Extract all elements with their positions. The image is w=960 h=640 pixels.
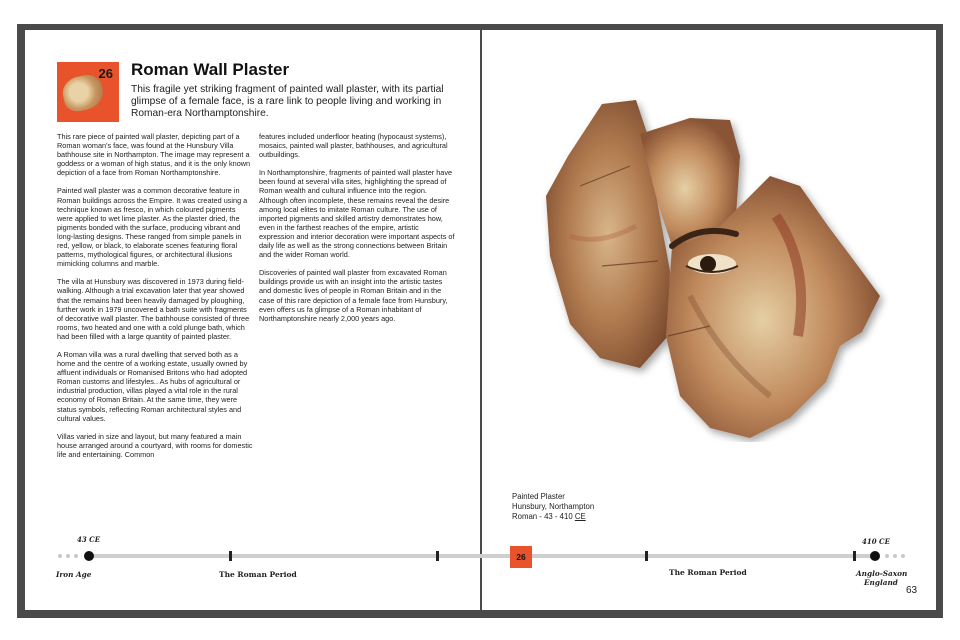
paragraph: The villa at Hunsbury was discovered in 1973 during field-walking. Although a trial excavation later that year showed that the remains had been heavily damaged by ploughing, further work in 1979 uncovered a bath suite with fragments of decorative wall plaster. The bathhouse consisted of three rooms, two heated and one with a cold plunge bath, which had been filled with a large quantity of painted plaster. — [57, 277, 250, 341]
timeline-tick — [436, 551, 439, 561]
timeline-era-right: Anglo-Saxon — [856, 569, 908, 578]
caption-line — [512, 512, 594, 522]
timeline-lead-dot — [58, 554, 62, 558]
body-column-1 — [57, 132, 253, 468]
timeline-lead-dot — [66, 554, 70, 558]
caption-line: Hunsbury, Northampton — [512, 502, 595, 511]
timeline-tick — [645, 551, 648, 561]
timeline-bar — [88, 554, 876, 558]
timeline-period-left: The Roman Period — [219, 570, 297, 579]
body-column-2 — [259, 132, 455, 332]
paragraph: Discoveries of painted wall plaster from excavated Roman buildings provide us with an insight into the artistic tastes and domestic lives of people in Roman Britain and in the case of this rare depiction of a female face from Hunsbury, even offers us fa glimpse of a Roman inhabitant of Northamptonshire nearly 2,000 years ago. — [259, 268, 448, 323]
wall-plaster-photo — [540, 96, 890, 442]
paragraph: This rare piece of painted wall plaster, depicting part of a Roman woman's face, was found at the Hunsbury Villa bathhouse site in Northampton. The image may represent a goddess or a woman of high status, and it is the only known depiction of a face from Roman Northamptonshire. — [57, 132, 251, 178]
timeline-end-dot — [870, 551, 880, 561]
timeline-tail-dot — [901, 554, 905, 558]
paragraph: Villas varied in size and layout, but many featured a main house arranged around a courtyard, with rooms for domestic life and entertaining. Common — [57, 431, 253, 459]
timeline-tail-dot — [885, 554, 889, 558]
caption-line: Painted Plaster — [512, 492, 565, 501]
object-number: 26 — [98, 66, 113, 81]
page-title: Roman Wall Plaster — [131, 60, 290, 79]
timeline-tick — [853, 551, 856, 561]
paragraph: In Northamptonshire, fragments of painted wall plaster have been found at several villa sites, highlighting the spread of Roman wealth and cultural influence into the region. Although often incomplete, these remains reveal the desire among local elites to imitate Roman culture. The use of imported pigments and skilled artistry demonstrates how, even in the farthest reaches of the empire, artistic expression and interior decoration were important aspects of daily life as well as the strong connections between Britain and the wider Roman world. — [259, 168, 455, 260]
page-number: 63 — [906, 585, 918, 596]
timeline-start-dot — [84, 551, 94, 561]
timeline-tick — [229, 551, 232, 561]
paragraph: features included underfloor heating (hypocaust systems), mosaics, painted wall plaster, bathhouses, and agricultural outbuildings. — [259, 132, 448, 160]
lede-paragraph: This fragile yet striking fragment of painted wall plaster, with its partial glimpse of a female face, is a rare link to people living and working in Roman-era Northamptonshire. — [131, 84, 444, 119]
timeline-marker: 26 — [510, 546, 532, 568]
caption-date: Roman - 43 - 410 — [512, 512, 575, 521]
timeline-period-right: The Roman Period — [669, 568, 747, 577]
paragraph: Painted wall plaster was a common decorative feature in Roman buildings across the Empire. It was created using a technique known as fresco, in which coloured pigments were applied to wet lime plaster. As the plaster dried, the pigments bonded with the surface, producing vibrant and long-lasting designs. These ranged from simple panels in red, yellow, or black, to elaborate scenes featuring floral patterns, mythological figures, or architectural illusions mimicking columns and marble. — [57, 186, 248, 269]
timeline-lead-dot — [74, 554, 78, 558]
timeline-tail-dot — [893, 554, 897, 558]
paragraph: A Roman villa was a rural dwelling that served both as a home and the centre of a working estate, usually owned by affluent individuals or Romanised Britons who had adopted Roman customs and lifestyles.. As hubs of agricultural or industrial production, villas played a vital role in the rural economy of Roman Britain. At the same time, they were status symbols, reflecting Roman architectural styles and cultural values. — [57, 349, 248, 423]
object-thumbnail — [57, 62, 119, 122]
timeline-era-right-line2: England — [864, 578, 898, 587]
timeline-era-left: Iron Age — [56, 570, 92, 579]
timeline-end-date: 410 CE — [862, 537, 890, 546]
timeline-start-date: 43 CE — [77, 535, 101, 544]
caption-era: CE — [574, 512, 586, 521]
image-caption — [512, 492, 594, 522]
